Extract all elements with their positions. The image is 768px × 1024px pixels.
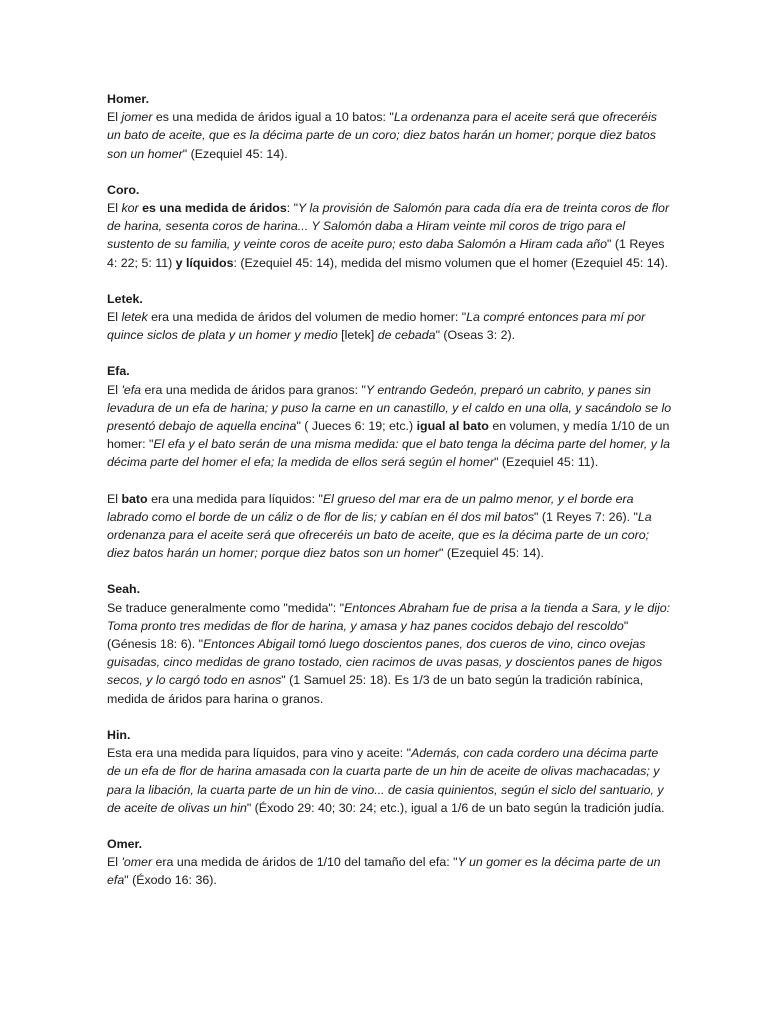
body-text: era una medida para líquidos: " [147,491,323,506]
body-text: era una medida de áridos del volumen de medio homer: " [147,310,467,325]
section-paragraph [107,744,672,817]
body-text: " (1 Reyes 7: 26). " [534,509,638,524]
body-text: El [107,110,122,125]
section-6 [107,835,672,890]
section-1 [107,181,672,272]
section-paragraph [107,599,672,708]
body-text: era una medida de áridos de 1/10 del tamaño del efa: " [152,855,458,870]
body-text: " (1 Reyes 4: 22; 5: 11) [107,237,665,270]
bold-text: igual al bato [416,419,489,434]
section-3-paragraph-1 [107,490,672,563]
body-text: El [107,201,122,216]
quote-text: de cebada [377,328,436,343]
body-text: " (Éxodo 16: 36). [124,873,217,888]
quote-text: letek [121,310,148,325]
section-paragraph [107,308,672,344]
quote-text: Entonces Abigail tomó luego doscientos panes, dos cueros de vino, cinco ovejas guisadas, cinco medidas de grano tostado, cien racimos de uvas pasas, y doscientos panes de higos secos, y lo cargó todo en asnos [107,637,663,688]
body-text: [letek] [337,328,378,343]
body-text: " ( Jueces 6: 19; etc.) [296,419,417,434]
section-heading: Efa. [107,364,130,379]
body-text: " (Ezequiel 45: 11). [494,455,599,470]
body-text: El [107,855,122,870]
section-heading: Homer. [107,92,150,106]
body-text: es una medida de áridos igual a 10 batos: " [152,110,394,125]
section-3 [107,362,672,471]
bold-text: bato [121,491,148,506]
quote-text: La compré entonces para mí por quince siclos de plata y un homer y medio [107,310,646,343]
quote-text: Además, con cada cordero una décima parte de un efa de flor de harina amasada con la cuarta parte de un hin de aceite de olivas machacadas; y para la libación, la cuarta parte de un hin de vino... de casia quinientos, según el siclo del santuario, y de aceite de olivas un hin [107,746,664,815]
quote-text: Y la provisión de Salomón para cada día era de treinta coros de flor de harina, sesenta coros de harina... Y Salomón daba a Hiram veinte mil coros de trigo para el sustento de su familia, y veinte coros de aceite puro; esto daba Salomón a Hiram cada año [107,201,670,252]
quote-text: La ordenanza para el aceite será que ofreceréis un bato de aceite, que es la décima parte de un coro; diez batos harán un homer; porque diez batos son un homer [107,110,657,161]
quote-text: La ordenanza para el aceite será que ofreceréis un bato de aceite, que es la décima parte de un coro; diez batos harán un homer; porque diez batos son un homer [107,509,652,561]
quote-text: Entonces Abraham fue de prisa a la tienda a Sara, y le dijo: Toma pronto tres medidas de flor de harina, y amasa y haz panes cocidos debajo del rescoldo [107,600,671,633]
section-4 [107,580,672,707]
body-text: " (1 Samuel 25: 18). Es 1/3 de un bato según la tradición rabínica, medida de áridos para harina o granos. [107,673,644,706]
section-paragraph [107,381,672,472]
section-2 [107,290,672,345]
body-text: " (Éxodo 29: 40; 30: 24; etc.), igual a 1/6 de un bato según la tradición judía. [246,800,665,815]
bold-text: y líquidos [175,255,234,270]
section-heading: Seah. [107,582,141,597]
quote-text: Y entrando Gedeón, preparó un cabrito, y panes sin levadura de un efa de harina; y puso la carne en un canastillo, y el caldo en una olla, y sacándolo se lo presentó debajo de aquella encina [107,382,672,434]
body-text: " (Ezequiel 45: 14). [439,546,544,561]
quote-text: 'efa [121,382,142,397]
quote-text: 'omer [121,855,153,870]
body-text: era una medida de áridos para granos: " [141,382,366,397]
quote-text: El grueso del mar era de un palmo menor, y el borde era labrado como el borde de un cáliz o de flor de lis; y cabían en él dos mil batos [107,491,634,524]
section-5 [107,726,672,817]
body-text: El [107,310,122,325]
section-paragraph [107,199,672,272]
body-text: " (Génesis 18: 6). " [107,618,629,652]
body-text: en volumen, y medía 1/10 de un homer: " [107,419,670,452]
quote-text: Y un gomer es la décima parte de un efa [107,855,661,888]
section-heading: Letek. [107,291,143,306]
body-text: : " [286,201,299,216]
body-text: : (Ezequiel 45: 14), medida del mismo volumen que el homer (Ezequiel 45: 14). [233,255,669,270]
section-paragraph [107,490,672,563]
body-text: Esta era una medida para líquidos, para vino y aceite: " [107,746,412,761]
bold-text: es una medida de áridos [142,201,287,216]
section-heading: Hin. [107,727,131,742]
body-text: " (Oseas 3: 2). [435,328,516,343]
body-text: El [107,382,122,397]
section-0 [107,90,672,163]
body-text: El [107,491,122,506]
section-heading: Omer. [107,836,143,851]
section-paragraph [107,108,672,163]
section-heading: Coro. [107,182,140,197]
section-paragraph [107,853,672,889]
quote-text: kor [121,201,139,216]
quote-text: jomer [121,110,153,125]
body-text: " (Ezequiel 45: 14). [182,146,288,161]
body-text: Se traduce generalmente como "medida": " [107,600,345,615]
quote-text: El efa y el bato serán de una misma medida: que el bato tenga la décima parte del homer, y la décima parte del homer el efa; la medida de ellos será según el homer [107,437,670,470]
